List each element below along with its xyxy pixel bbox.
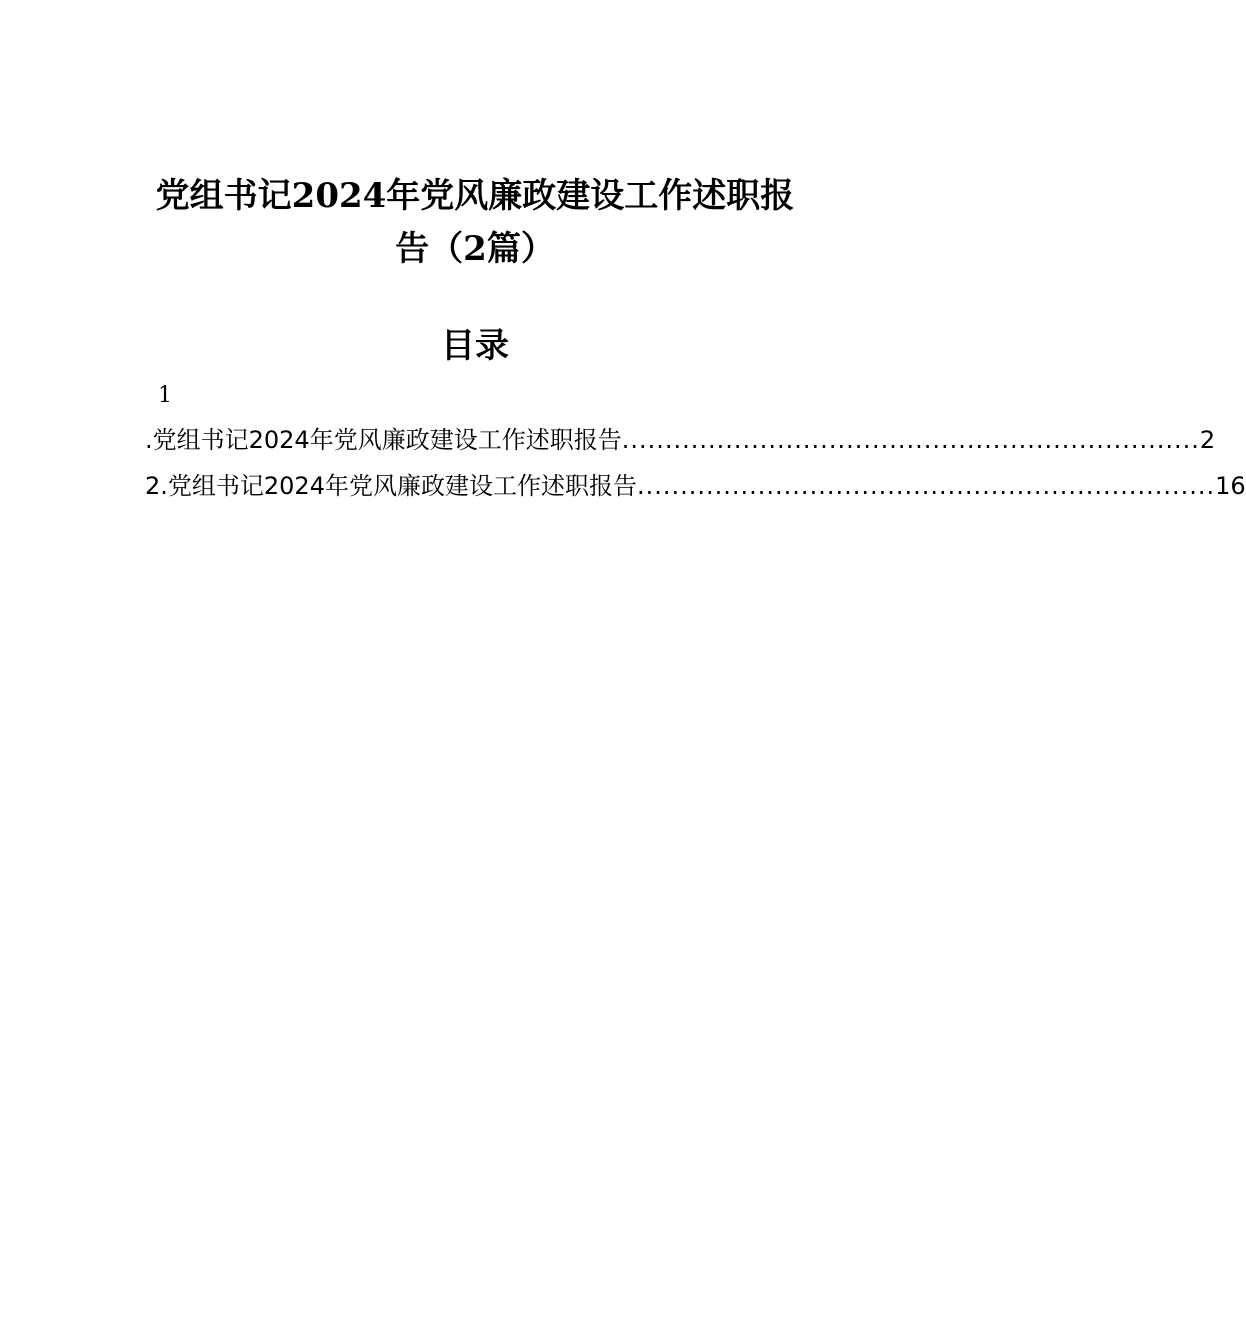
document-title — [140, 170, 810, 276]
toc-entry-leader: ................................................................... — [621, 426, 1200, 454]
toc-entry-2[interactable] — [145, 466, 1246, 506]
toc-entry-label: .党组书记2024年党风廉政建设工作述职报告 — [145, 426, 622, 454]
toc-entry-leader: ................................................................... — [636, 472, 1216, 500]
toc-entry-page-number: 16 — [1215, 472, 1246, 500]
toc-heading: 目录 — [441, 326, 509, 366]
document-title-line-1: 党组书记2024年党风廉政建设工作述职报 — [155, 176, 795, 216]
toc-item-number: 1 — [158, 383, 172, 408]
toc-entry-label: 2.党组书记2024年党风廉政建设工作述职报告 — [145, 472, 637, 500]
toc-entry-1[interactable] — [145, 420, 1216, 460]
document-title-line-2: 告（2篇） — [395, 229, 555, 269]
toc-entry-page-number: 2 — [1199, 426, 1216, 454]
